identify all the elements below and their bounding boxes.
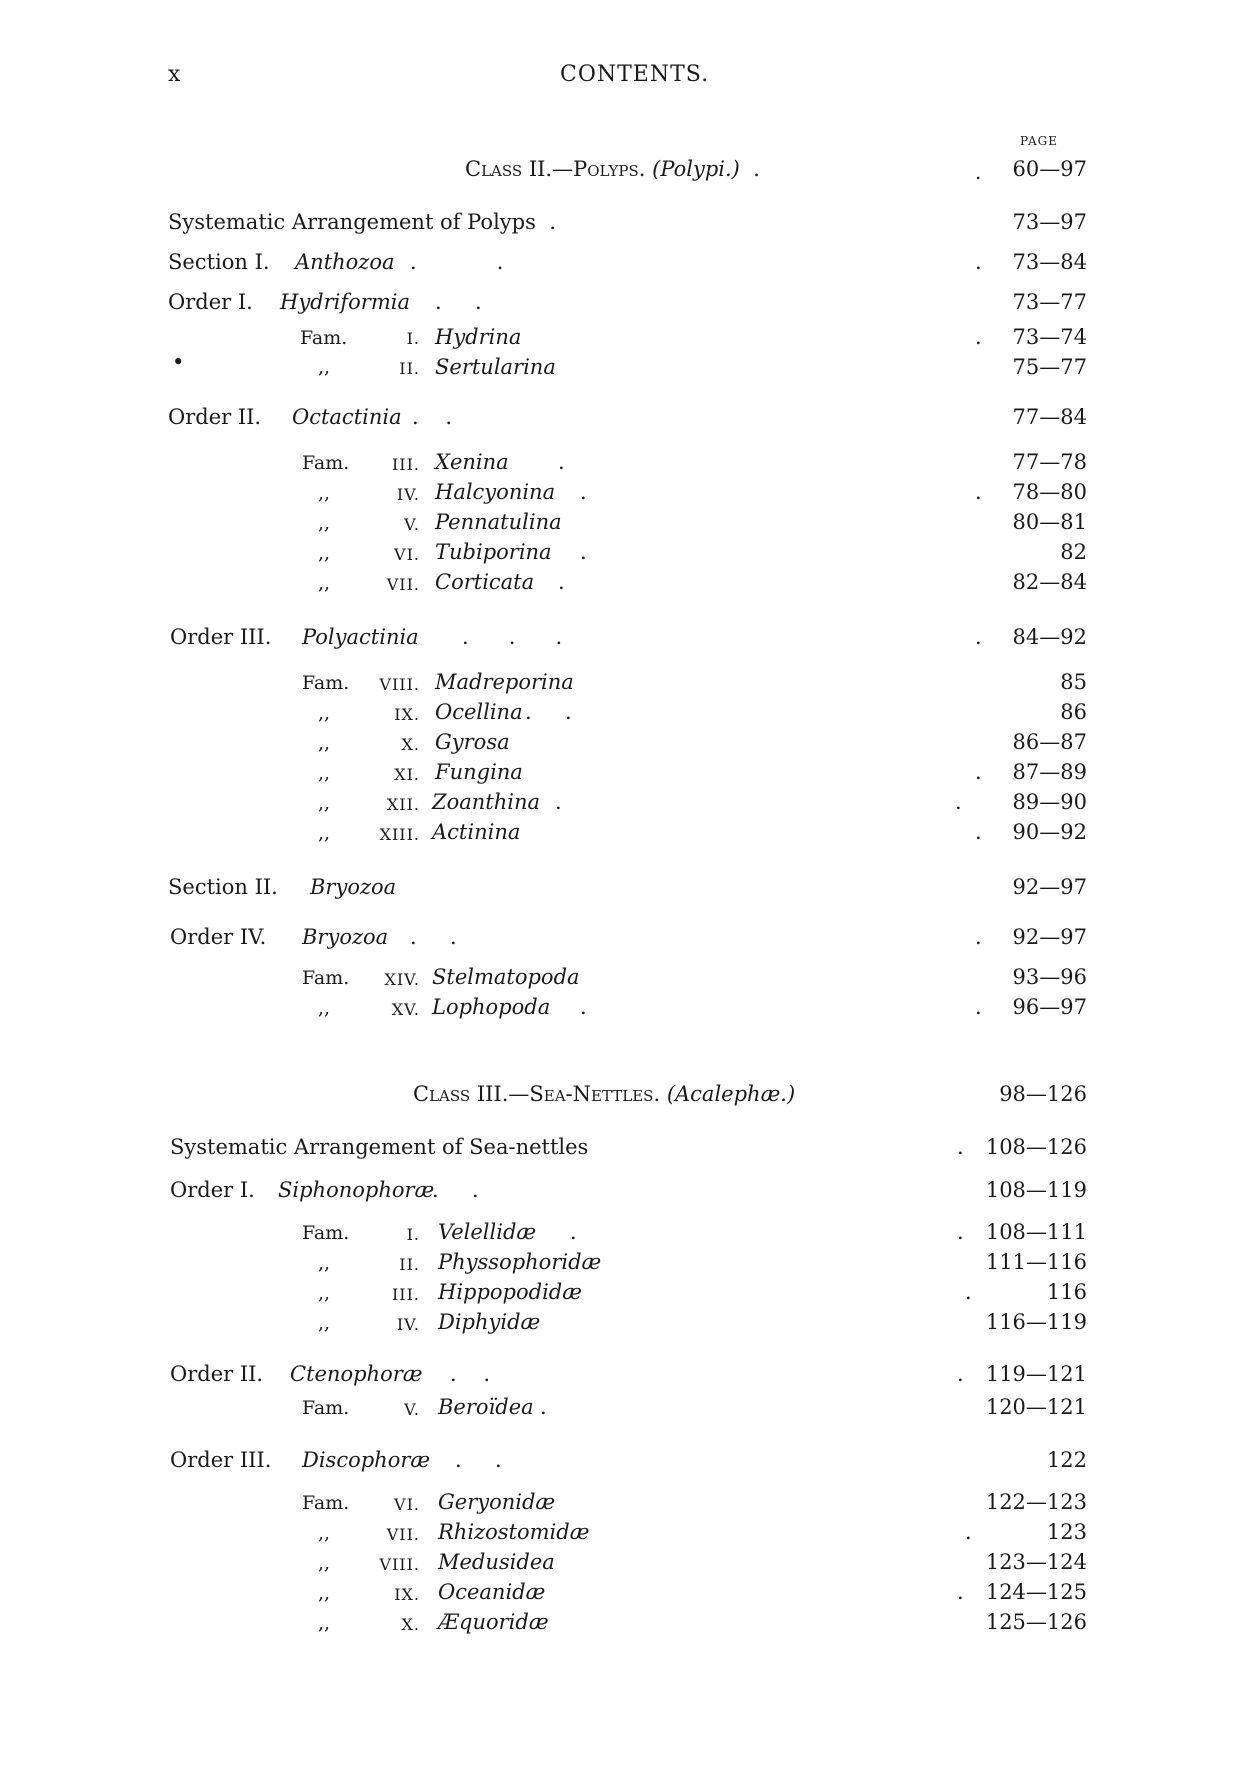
section-ii-range: 92—97	[1012, 875, 1087, 899]
leader-dot: .	[957, 1580, 964, 1604]
ditto-mark: ,,	[318, 572, 331, 594]
family-name: Velellidæ	[438, 1220, 537, 1244]
fam-number: VII.	[386, 1525, 420, 1544]
leader-dots: . .	[450, 1362, 491, 1386]
family-name: Actinina	[432, 820, 521, 844]
leader-dot: .	[975, 760, 982, 784]
family-range: 82	[1060, 540, 1087, 564]
ditto-mark: ,,	[318, 1552, 331, 1574]
section-i-name: Anthozoa	[295, 250, 395, 274]
family-range: 124—125	[985, 1580, 1087, 1604]
fam-number: X.	[401, 1615, 420, 1634]
fam-number: II.	[399, 359, 420, 378]
ditto-mark: ,,	[318, 1252, 331, 1274]
ditto-mark: ,,	[318, 732, 331, 754]
fam-label: Fam.	[302, 1222, 350, 1244]
leader-dot: .	[580, 480, 587, 504]
ditto-mark: ,,	[318, 482, 331, 504]
leader-dots: . .	[455, 1448, 502, 1472]
leader-dots: . .	[412, 405, 453, 429]
leader-dot: .	[555, 790, 562, 814]
page-number-roman: x	[168, 62, 182, 87]
leader-dots: .	[542, 210, 556, 234]
leader-dot: .	[975, 325, 982, 349]
leader-dot: .	[975, 480, 982, 504]
fam-number: I.	[406, 1225, 420, 1244]
leader-dot: .	[558, 570, 565, 594]
class-ii-latin: (Polypi.)	[652, 157, 740, 181]
leader-dot: .	[975, 160, 982, 184]
class-ii-title: Class II.—Polyps.	[465, 157, 646, 181]
family-range: 123	[1046, 1520, 1087, 1544]
family-name: Zoanthina	[432, 790, 541, 814]
family-range: 75—77	[1012, 355, 1087, 379]
family-name: Hippopodidæ	[438, 1280, 582, 1304]
page-header-title: CONTENTS.	[560, 62, 710, 87]
systematic-range: 73—97	[1012, 210, 1087, 234]
family-name: Physsophoridæ	[438, 1250, 602, 1274]
order-ii-label: Order II.	[168, 405, 262, 429]
family-name: Fungina	[435, 760, 523, 784]
family-name: Madreporina	[435, 670, 574, 694]
fam-number: IX.	[394, 1585, 420, 1604]
family-range: 111—116	[985, 1250, 1087, 1274]
family-range: 86	[1060, 700, 1087, 724]
leader-dot: .	[580, 540, 587, 564]
fam-label: Fam.	[302, 1492, 350, 1514]
family-name: Sertularina	[435, 355, 556, 379]
family-range: 73—74	[1012, 325, 1087, 349]
class-iii-range: 98—126	[999, 1082, 1087, 1106]
order-ii-name: Ctenophoræ	[290, 1362, 423, 1386]
family-name: Pennatulina	[435, 510, 562, 534]
leader-dot: .	[957, 1362, 964, 1386]
order-i-name: Siphonophoræ	[278, 1178, 435, 1202]
family-range: 96—97	[1012, 995, 1087, 1019]
fam-number: IV.	[396, 1315, 420, 1334]
order-iv-label: Order IV.	[170, 925, 267, 949]
leader-dot: .	[580, 995, 587, 1019]
family-name: Xenina	[435, 450, 509, 474]
family-name: Medusidea	[438, 1550, 555, 1574]
leader-dots: . . .	[462, 625, 563, 649]
family-range: 116—119	[985, 1310, 1087, 1334]
family-range: 89—90	[1012, 790, 1087, 814]
order-iii-name: Discophoræ	[302, 1448, 431, 1472]
fam-number: IX.	[394, 705, 420, 724]
fam-label: Fam.	[302, 967, 350, 989]
ditto-mark: ,,	[318, 997, 331, 1019]
ditto-mark: ,,	[318, 1312, 331, 1334]
family-name: Hydrina	[435, 325, 522, 349]
fam-number: VI.	[394, 1495, 420, 1514]
leader-dot: .	[975, 820, 982, 844]
fam-label: Fam.	[302, 1397, 350, 1419]
family-range: 82—84	[1012, 570, 1087, 594]
leader-dot: .	[957, 1135, 964, 1159]
family-range: 93—96	[1012, 965, 1087, 989]
ditto-mark: ,,	[318, 1282, 331, 1304]
family-name: Lophopoda	[432, 995, 551, 1019]
ditto-mark: ,,	[318, 702, 331, 724]
leader-dots: . .	[525, 700, 572, 724]
order-i-label: Order I.	[170, 1178, 255, 1202]
fam-number: VIII.	[379, 675, 420, 694]
fam-number: VIII.	[379, 1555, 420, 1574]
fam-number: III.	[391, 1285, 420, 1304]
family-range: 77—78	[1012, 450, 1087, 474]
ditto-mark: ,,	[318, 1582, 331, 1604]
leader-dot: .	[975, 625, 982, 649]
family-name: Diphyidæ	[438, 1310, 541, 1334]
fam-number: IV.	[396, 485, 420, 504]
fam-label: Fam.	[302, 672, 350, 694]
family-range: 108—111	[985, 1220, 1087, 1244]
family-range: 85	[1060, 670, 1087, 694]
order-ii-range: 77—84	[1012, 405, 1087, 429]
leader-dot: .	[540, 1395, 547, 1419]
page-column-label: PAGE	[1020, 134, 1058, 148]
leader-dot: .	[975, 925, 982, 949]
fam-number: XI.	[394, 765, 420, 784]
fam-number: II.	[399, 1255, 420, 1274]
leader-dots: . .	[410, 250, 504, 274]
ditto-mark: ,,	[318, 512, 331, 534]
family-name: Halcyonina	[435, 480, 556, 504]
family-range: 116	[1046, 1280, 1087, 1304]
ditto-mark: ,,	[318, 1522, 331, 1544]
ditto-mark: ,,	[318, 822, 331, 844]
order-ii-label: Order II.	[170, 1362, 264, 1386]
fam-number: V.	[404, 1400, 420, 1419]
fam-number: XIV.	[384, 970, 420, 989]
leader-dots: . .	[410, 925, 457, 949]
fam-number: VI.	[394, 545, 420, 564]
family-range: 120—121	[985, 1395, 1087, 1419]
leader-dots: . .	[435, 290, 482, 314]
fam-number: VII.	[386, 575, 420, 594]
order-i-range: 108—119	[985, 1178, 1087, 1202]
class-iii-latin: (Acalephæ.)	[666, 1082, 796, 1106]
leader-dots: .	[746, 157, 760, 181]
fam-number: III.	[391, 455, 420, 474]
class-iii-heading	[413, 1082, 795, 1106]
order-iv-name: Bryozoa	[302, 925, 389, 949]
family-name: Tubiporina	[435, 540, 552, 564]
order-i-range: 73—77	[1012, 290, 1087, 314]
leader-dot: .	[965, 1520, 972, 1544]
fam-number: X.	[401, 735, 420, 754]
family-name: Stelmatopoda	[432, 965, 580, 989]
stray-mark: •	[172, 350, 185, 374]
fam-label: Fam.	[302, 452, 350, 474]
fam-number: XV.	[391, 1000, 420, 1019]
order-iii-range: 122	[1046, 1448, 1087, 1472]
class-ii-range: 60—97	[1012, 157, 1087, 181]
family-name: Rhizostomidæ	[438, 1520, 590, 1544]
family-range: 86—87	[1012, 730, 1087, 754]
section-i-label: Section I.	[168, 250, 270, 274]
family-range: 87—89	[1012, 760, 1087, 784]
section-ii-name: Bryozoa	[310, 875, 397, 899]
order-i-name: Hydriformia	[280, 290, 410, 314]
fam-number: XII.	[386, 795, 420, 814]
order-iii-label: Order III.	[170, 1448, 272, 1472]
fam-number: V.	[404, 515, 420, 534]
leader-dot: .	[955, 790, 962, 814]
systematic-arrangement-polyps	[168, 210, 556, 234]
ditto-mark: ,,	[318, 792, 331, 814]
leader-dot: .	[558, 450, 565, 474]
family-name: Beroïdea	[438, 1395, 534, 1419]
class-iii-title: Class III.—Sea-Nettles.	[413, 1082, 661, 1106]
leader-dot: .	[570, 1220, 577, 1244]
family-name: Æquoridæ	[438, 1610, 549, 1634]
fam-number: XIII.	[379, 825, 420, 844]
section-ii-label: Section II.	[168, 875, 278, 899]
order-iii-name: Polyactinia	[302, 625, 419, 649]
class-ii-heading	[465, 157, 760, 181]
section-i-range: 73—84	[1012, 250, 1087, 274]
systematic-arrangement-sea-nettles: Systematic Arrangement of Sea-nettles	[170, 1135, 589, 1159]
family-name: Geryonidæ	[438, 1490, 556, 1514]
order-iii-label: Order III.	[170, 625, 272, 649]
family-name: Oceanidæ	[438, 1580, 546, 1604]
systematic-range: 108—126	[985, 1135, 1087, 1159]
order-ii-range: 119—121	[985, 1362, 1087, 1386]
family-range: 90—92	[1012, 820, 1087, 844]
leader-dot: .	[957, 1220, 964, 1244]
family-name: Gyrosa	[435, 730, 510, 754]
order-ii-name: Octactinia	[292, 405, 402, 429]
order-i-label: Order I.	[168, 290, 253, 314]
leader-dot: .	[975, 995, 982, 1019]
fam-label: Fam.	[300, 327, 348, 349]
ditto-mark: ,,	[318, 1612, 331, 1634]
family-name: Corticata	[435, 570, 535, 594]
ditto-mark: ,,	[318, 762, 331, 784]
family-range: 78—80	[1012, 480, 1087, 504]
fam-number: I.	[406, 329, 420, 348]
systematic-label: Systematic Arrangement of Polyps	[168, 210, 536, 234]
family-range: 80—81	[1012, 510, 1087, 534]
family-name: Ocellina	[435, 700, 523, 724]
leader-dot: .	[965, 1280, 972, 1304]
family-range: 125—126	[985, 1610, 1087, 1634]
order-iv-range: 92—97	[1012, 925, 1087, 949]
order-iii-range: 84—92	[1012, 625, 1087, 649]
ditto-mark: ,,	[318, 542, 331, 564]
family-range: 122—123	[985, 1490, 1087, 1514]
leader-dots: . .	[432, 1178, 479, 1202]
ditto-mark: ,,	[318, 356, 331, 378]
leader-dot: .	[975, 250, 982, 274]
family-range: 123—124	[985, 1550, 1087, 1574]
